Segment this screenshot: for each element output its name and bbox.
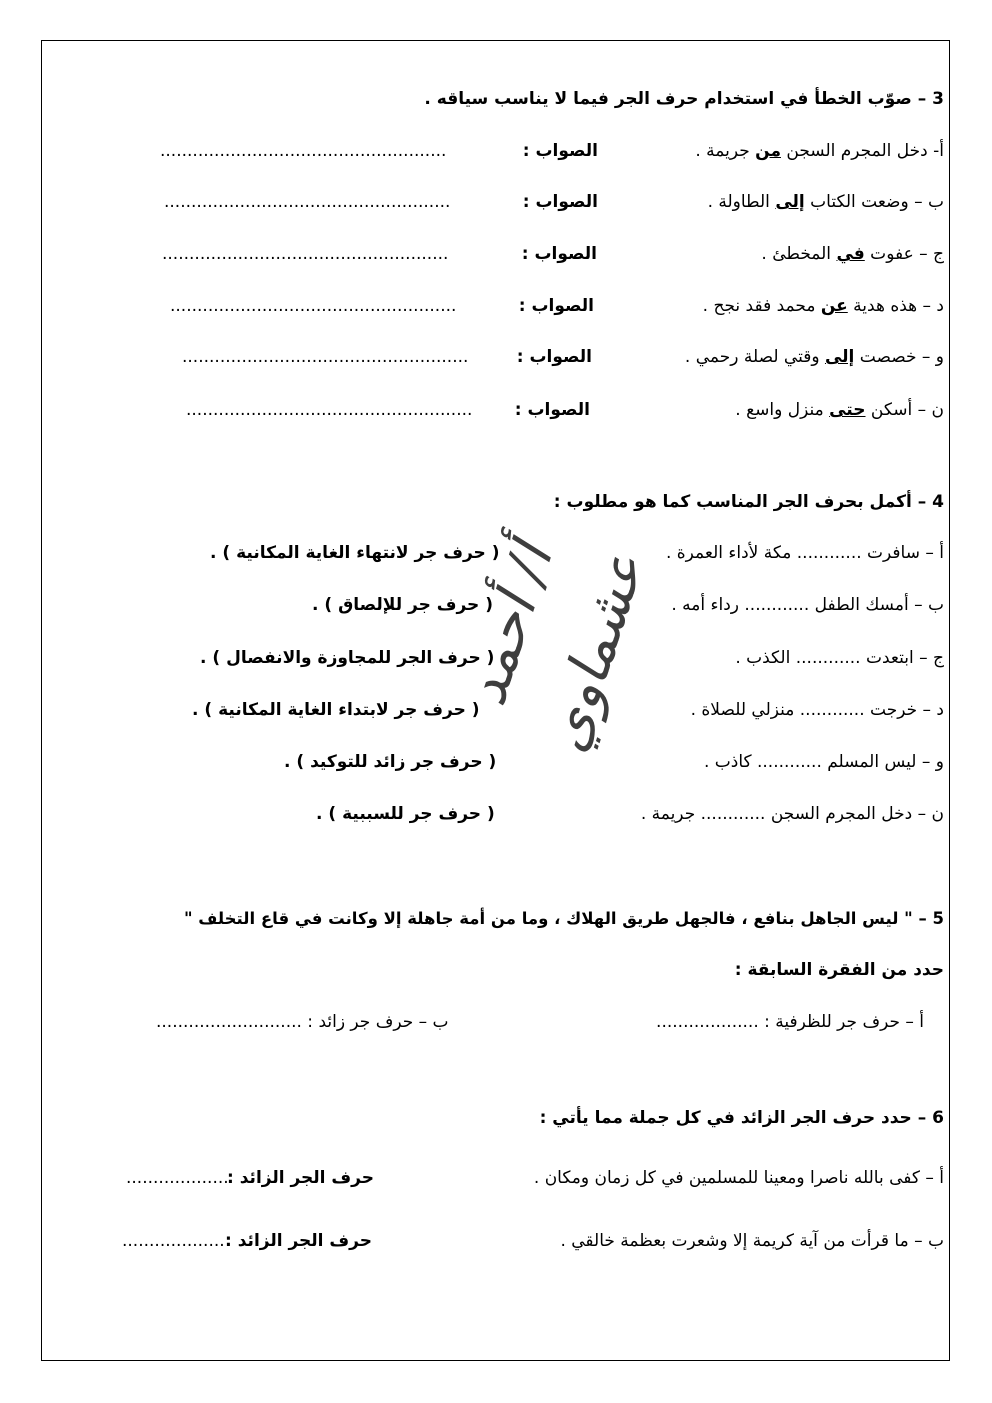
answer-label: الصواب : xyxy=(516,347,592,367)
q3-sentence: د – هذه هدية عن محمد فقد نجح . xyxy=(702,296,944,316)
q3-title xyxy=(60,84,944,114)
answer-blank[interactable]: ..................................................... xyxy=(170,296,457,316)
q6-blank[interactable]: ................... xyxy=(122,1231,225,1251)
answer-blank[interactable]: ..................................................... xyxy=(164,192,451,212)
q3-item xyxy=(60,239,944,269)
q3-item xyxy=(60,136,944,166)
answer-label: الصواب : xyxy=(521,244,597,264)
author-signature-watermark: أ/ أحمد عشماوي xyxy=(453,536,658,760)
q3-sentence: ن – أسكن حتى منزل واسع . xyxy=(735,400,944,420)
q4-hint: ( حرف جر زائد للتوكيد ) . xyxy=(284,752,497,772)
q5-instruction xyxy=(60,955,944,985)
q3-title-text: 3 – صوّب الخطأ في استخدام حرف الجر فيما لا يناسب سياقه . xyxy=(424,89,944,109)
q6-label: حرف الجر الزائد : xyxy=(227,1168,374,1188)
q4-hint: ( حرف جر للإلصاق ) . xyxy=(312,595,493,615)
answer-label: الصواب : xyxy=(522,192,598,212)
q6-item xyxy=(60,1163,944,1193)
q3-item xyxy=(60,291,944,321)
q4-sentence: ج – ابتعدت ............ الكذب . xyxy=(735,648,944,668)
q4-hint: ( حرف جر لانتهاء الغاية المكانية ) . xyxy=(210,543,500,563)
answer-blank[interactable]: ..................................................... xyxy=(160,141,447,161)
q3-item xyxy=(60,395,944,425)
q5-answers xyxy=(60,1007,944,1037)
q4-sentence: ب – أمسك الطفل ............ رداء أمه . xyxy=(671,595,944,615)
q6-sentence: ب – ما قرأت من آية كريمة إلا وشعرت بعظمة خالقي . xyxy=(560,1231,944,1251)
q6-title-text: 6 – حدد حرف الجر الزائد في كل جملة مما يأتي : xyxy=(539,1108,944,1128)
q3-sentence: أ- دخل المجرم السجن من جريمة . xyxy=(695,141,944,161)
q4-sentence: ن – دخل المجرم السجن ............ جريمة . xyxy=(640,804,944,824)
q3-sentence: ج – عفوت في المخطئ . xyxy=(761,244,944,264)
q5-instruction-text: حدد من الفقرة السابقة : xyxy=(734,960,944,980)
q6-item xyxy=(60,1226,944,1256)
q5-b[interactable]: ب – حرف جر زائد : ........................... xyxy=(156,1012,449,1032)
q3-sentence: ب – وضعت الكتاب إلى الطاولة . xyxy=(707,192,944,212)
q4-hint: ( حرف جر للسببية ) . xyxy=(316,804,495,824)
answer-blank[interactable]: ..................................................... xyxy=(162,244,449,264)
q4-hint: ( حرف الجر للمجاوزة والانفصال ) . xyxy=(200,648,495,668)
q4-hint: ( حرف جر لابتداء الغاية المكانية ) . xyxy=(192,700,480,720)
answer-label: الصواب : xyxy=(518,296,594,316)
answer-label: الصواب : xyxy=(514,400,590,420)
answer-blank[interactable]: ..................................................... xyxy=(186,400,473,420)
q5-quote-text: 5 – " ليس الجاهل بنافع ، فالجهل طريق الهلاك ، وما من أمة جاهلة إلا وكانت في قاع التخلف " xyxy=(183,909,944,928)
q5-quote xyxy=(58,904,944,934)
q3-item xyxy=(60,342,944,372)
q4-sentence: و – ليس المسلم ............ كاذب . xyxy=(703,752,944,772)
q4-item xyxy=(60,799,944,829)
q4-sentence: د – خرجت ............ منزلي للصلاة . xyxy=(690,700,944,720)
q4-title-text: 4 – أكمل بحرف الجر المناسب كما هو مطلوب : xyxy=(553,492,944,512)
answer-label: الصواب : xyxy=(522,141,598,161)
q3-item xyxy=(60,187,944,217)
answer-blank[interactable]: ..................................................... xyxy=(182,347,469,367)
q5-a[interactable]: أ – حرف جر للظرفية : ................... xyxy=(656,1012,924,1032)
q6-label: حرف الجر الزائد : xyxy=(225,1231,372,1251)
q4-sentence: أ – سافرت ............ مكة لأداء العمرة . xyxy=(665,543,944,563)
q3-sentence: و – خصصت إلى وقتي لصلة رحمي . xyxy=(684,347,944,367)
q6-blank[interactable]: ................... xyxy=(126,1168,229,1188)
q6-sentence: أ – كفى بالله ناصرا ومعينا للمسلمين في كل زمان ومكان . xyxy=(533,1168,944,1188)
q6-title xyxy=(60,1103,944,1133)
